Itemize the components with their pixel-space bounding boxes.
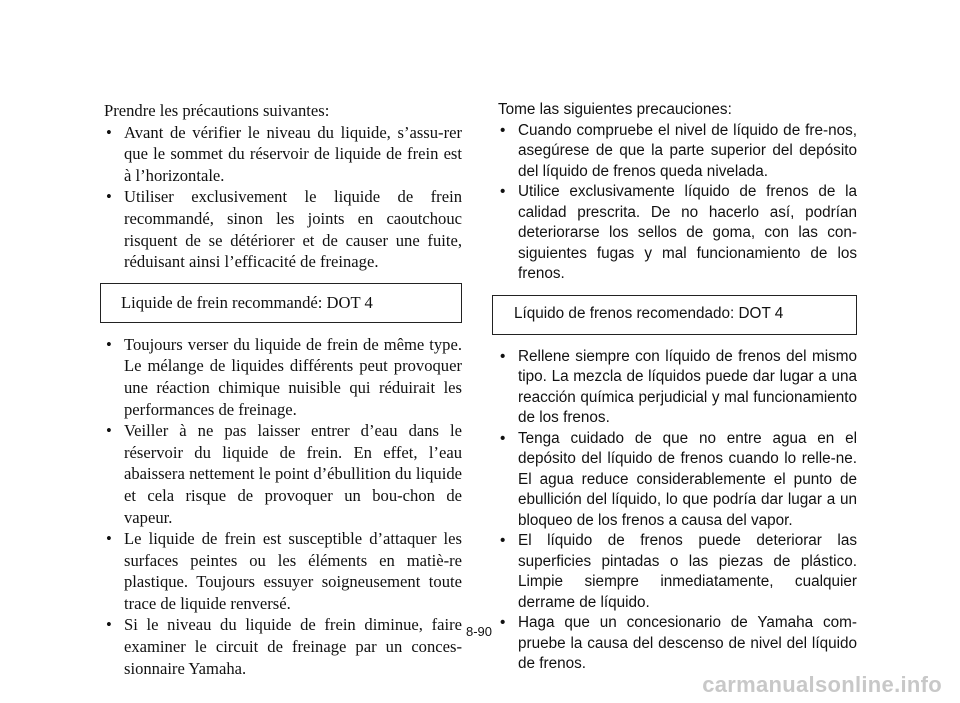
list-item: • Si le niveau du liquide de frein diminue, faire examiner le circuit de freinage par un conces-sionnaire Yamaha. [106,615,462,678]
list-item: • Rellene siempre con líquido de frenos del mismo tipo. La mezcla de líquidos puede dar lugar a una reacción química perjudicial y mal funcionamiento de los frenos. [500,347,857,426]
spanish-spec-box [492,295,857,335]
bullet-icon: • [106,334,112,354]
spanish-spec-text: Líquido de frenos recomendado: DOT 4 [514,305,784,323]
bullet-icon: • [106,122,112,142]
bullet-icon: • [106,187,112,207]
bullet-icon: • [106,421,112,441]
list-item: • Tenga cuidado de que no entre agua en el depósito del líquido de frenos cuando lo relle-ne. El agua reduce considerablemente el punto de ebullición del líquido, lo que podría dar lugar a un bloqueo de los frenos a causa del vapor. [500,429,857,529]
watermark: carmanualsonline.info [702,672,942,697]
list-item: • Haga que un concesionario de Yamaha com-pruebe la causa del descenso de nivel del líquido de frenos. [500,614,857,672]
spanish-precautions-list-1 [498,121,857,285]
list-item: • Le liquide de frein est susceptible d’attaquer les surfaces peintes ou les éléments en matiè-re plastique. Toujours essuyer soigneusement toute trace de liquide renversé. [106,529,462,613]
bullet-icon: • [500,183,506,200]
list-item: • Veiller à ne pas laisser entrer d’eau dans le réservoir du liquide de frein. En effet, l’eau abaissera nettement le point d’ébullition du liquide et cela risque de provoquer un bou-chon de vapeur. [106,421,462,527]
bullet-icon: • [106,529,112,549]
page-number: 8-90 [466,624,493,639]
bullet-icon: • [500,347,506,365]
bullet-icon: • [106,615,112,635]
bullet-icon: • [500,532,506,549]
french-precautions-list-1 [104,122,462,273]
french-spec-box [100,283,462,323]
list-item: • Toujours verser du liquide de frein de même type. Le mélange de liquides différents peut provoquer une réaction chimique nuisible qui réduirait les performances de freinage. [106,334,462,419]
bullet-icon: • [500,429,506,447]
list-item: • El líquido de frenos puede deteriorar las superficies pintadas o las piezas de plástico. Limpie siempre inmediatamente, cualquier derrame de líquido. [500,532,857,611]
spanish-precautions-list-2 [498,347,857,675]
list-item: • Utiliser exclusivement le liquide de frein recommandé, sinon les joints en caoutchouc risquent de se détériorer et de causer une fuite, réduisant ainsi l’efficacité de freinage. [106,187,462,272]
list-item: • Utilice exclusivamente líquido de frenos de la calidad prescrita. De no hacerlo así, podrían deteriorarse los sellos de goma, con las con-siguientes fugas y mal funcionamiento de los frenos. [500,183,857,282]
bullet-icon: • [500,121,506,139]
bullet-icon: • [500,614,506,631]
list-item: • Cuando compruebe el nivel de líquido de fre-nos, asegúrese de que la parte superior del depósito del líquido de frenos queda nivelada. [500,121,857,180]
french-intro: Prendre les précautions suivantes: [104,101,330,120]
french-column [104,100,462,679]
spanish-column [498,100,857,675]
spanish-intro: Tome las siguientes precauciones: [498,101,732,118]
french-precautions-list-2 [104,334,462,680]
list-item: • Avant de vérifier le niveau du liquide, s’assu-rer que le sommet du réservoir de liquide de frein est à l’horizontale. [106,122,462,185]
french-spec-text: Liquide de frein recommandé: DOT 4 [121,292,373,312]
